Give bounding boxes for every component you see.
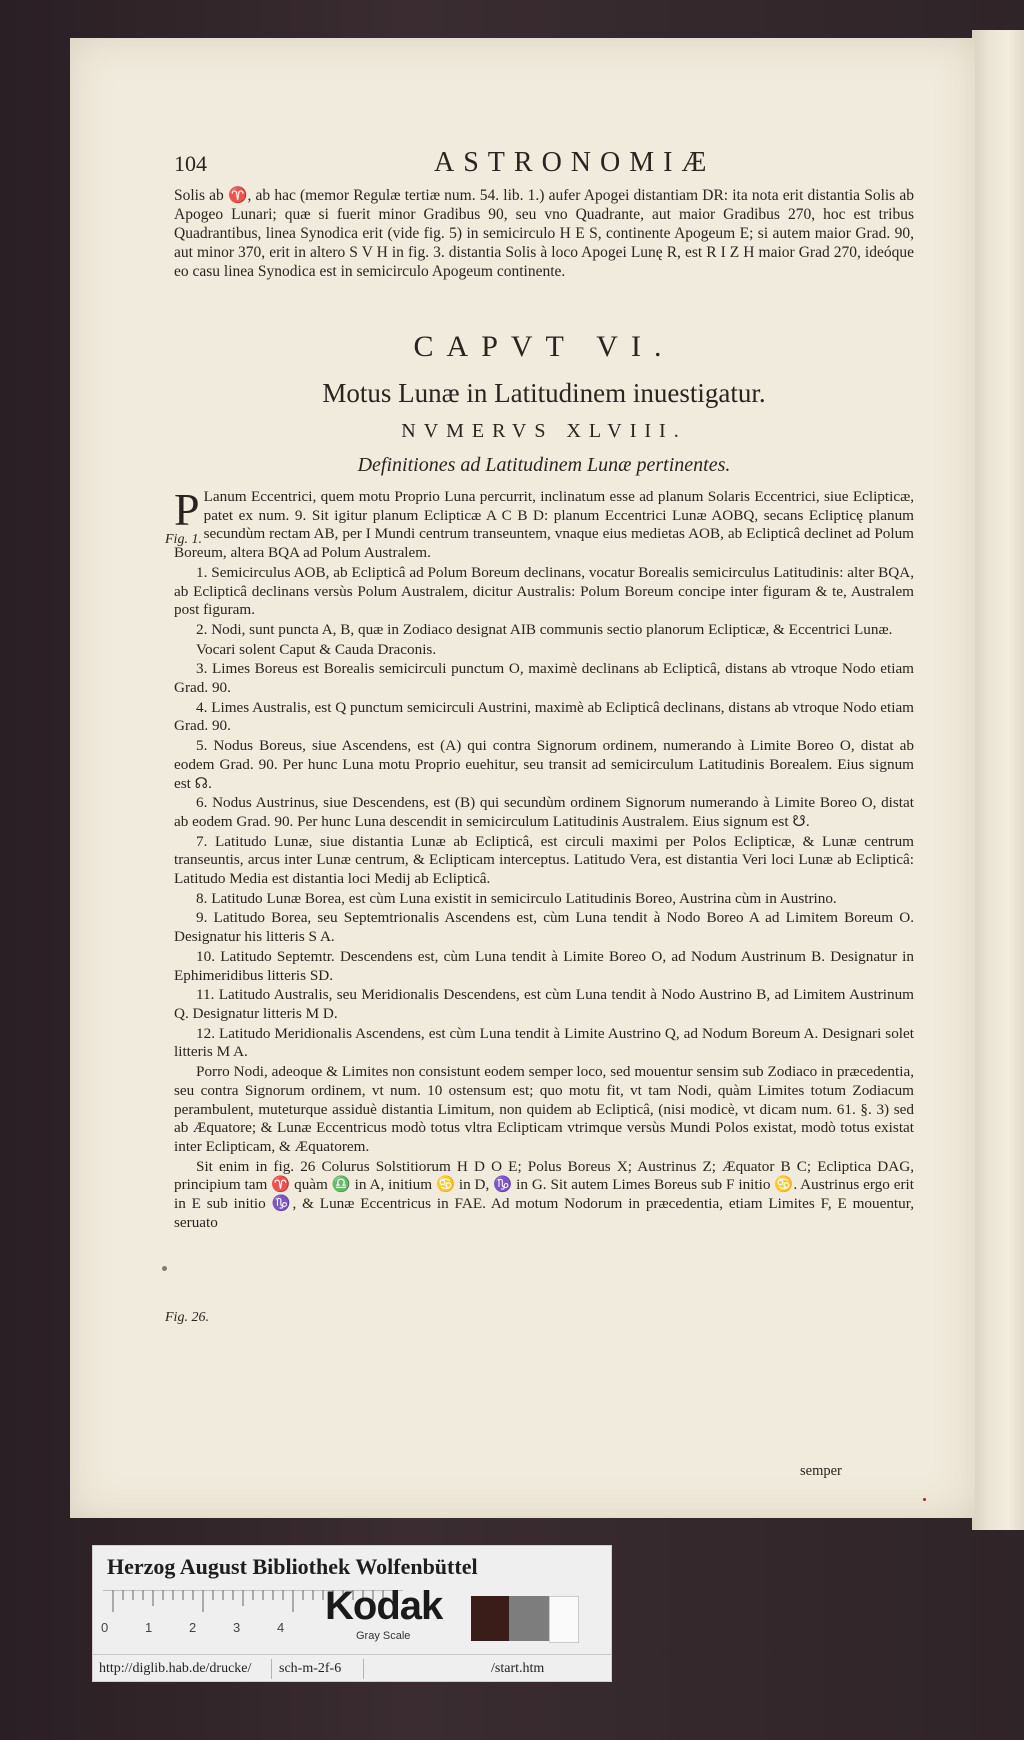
definition-7: 7. Latitudo Lunæ, siue distantia Lunæ ab Eclipticâ, est circuli maximi per Polos Eclipticæ, & Lunæ centrum transeuntis, arcus inter Lunæ centrum, & Eclipticam interceptus. Latitudo Vera, est distantia Veri loci Lunæ ab Eclipticâ: Latitudo Media est distantia loci Medij ab Eclipticâ. — [174, 832, 914, 888]
running-title: ASTRONOMIÆ — [434, 147, 716, 178]
sub-heading: Definitiones ad Latitudinem Lunæ pertinentes. — [357, 454, 731, 476]
swatch-white — [549, 1596, 579, 1643]
swatch-dark — [471, 1596, 509, 1641]
definition-5: 5. Nodus Boreus, siue Ascendens, est (A) qui contra Signorum ordinem, numerando à Limite Boreo O, distat ab eodem Grad. 90. Per hunc Luna motu Proprio euehitur, seu transit ad semicirculum Latitudinis Borealem. Eius signum est ☊. — [174, 737, 914, 792]
ruler-number-1: 1 — [145, 1620, 153, 1635]
color-reference-card — [92, 1545, 612, 1682]
url-separator — [363, 1659, 364, 1679]
ruler-number-3: 3 — [233, 1620, 241, 1635]
definition-11: 11. Latitudo Australis, seu Meridionalis Descendens, est cùm Luna tendit à Nodo Austrino B, ad Limitem Austrinum Q. Designatur litteris M D. — [174, 986, 914, 1022]
first-paragraph-text: Lanum Eccentrici, quem motu Proprio Luna percurrit, inclinatum esse ad planum Solaris Eccentrici, siue Eclipticæ, patet ex num. 9. Sit igitur planum Eclipticæ A C B D: planum Eccentrici Lunæ AOBQ, secans Eclipticę planum secundùm rectam AB, per I Mundi centrum transeuntem, vnaque eius medietas AOB, ab Eclipticâ declinet ad Polum Boreum, altera BQA ad Polum Australem. — [174, 488, 914, 562]
url-separator — [271, 1659, 272, 1679]
ruler-number-4: 4 — [277, 1620, 285, 1635]
red-ink-speck — [923, 1498, 926, 1501]
url-row — [93, 1654, 611, 1681]
url-page: /start.htm — [491, 1661, 545, 1676]
margin-note-fig-1: Fig. 1. — [165, 532, 202, 547]
chapter-title: CAPVT VI. — [413, 330, 675, 363]
definition-6: 6. Nodus Austrinus, siue Descendens, est (B) qui secundùm ordinem Signorum numerando à Limite Boreo O, distat ab eodem Grad. 90. Per hunc Luna descendit in semicirculum Latitudinis Australem. Eius signum est ☋. — [174, 794, 914, 830]
page-number: 104 — [174, 151, 207, 176]
definition-10: 10. Latitudo Septemtr. Descendens est, cùm Luna tendit à Limite Boreo O, ad Nodum Austrinum B. Designatur in Ephimeridibus litteris SD. — [174, 947, 914, 984]
number-heading: NVMERVS XLVIII. — [401, 420, 687, 442]
sit-enim-paragraph: Sit enim in fig. 26 Colurus Solstitiorum H D O E; Polus Boreus X; Austrinus Z; Æquator B C; Ecliptica DAG, principium tam ♈ quàm ♎ in A, initium ♋ in D, ♑ in G. Sit autem Limes Boreus sub F initio ♋. Austrinus ergo erit in E sub initio ♑, & Lunæ Eccentricus in FAE. Ad motum Nodorum in præcedentia, etiam Limites F, E mouentur, seruato — [174, 1157, 914, 1231]
section-heading: Motus Lunæ in Latitudinem inuestigatur. — [322, 378, 766, 408]
definition-9: 9. Latitudo Borea, seu Septemtrionalis Ascendens est, cùm Luna tendit à Nodo Boreo A ad Limitem Boreum O. Designatur his litteris S A. — [174, 909, 914, 946]
definition-1: 1. Semicirculus AOB, ab Eclipticâ ad Polum Boreum declinans, vocatur Borealis semicirculus Latitudinis: alter BQA, ab Eclipticâ declinans versùs Polum Australem, dicitur Australis: Polum Boreum concipe inter figuram & te, Australem post figuram. — [174, 563, 914, 619]
body-text — [174, 484, 914, 1233]
margin-note-fig-26: Fig. 26. — [165, 1310, 209, 1325]
definition-2: 2. Nodi, sunt puncta A, B, quæ in Zodiaco designat AIB communis sectio planorum Eclipticæ, & Eccentrici Lunæ. — [196, 620, 893, 638]
next-page-edge — [972, 30, 1024, 1530]
definition-8: 8. Latitudo Lunæ Borea, est cùm Luna existit in semicirculo Latitudinis Boreo, Austrina cùm in Austrino. — [196, 889, 837, 907]
definition-12: 12. Latitudo Meridionalis Ascendens, est cùm Luna tendit à Limite Austrino Q, ad Nodum Boreum A. Designari solet litteris M A. — [174, 1024, 914, 1061]
swatch-gray — [509, 1596, 549, 1641]
definition-4: 4. Limes Australis, est Q punctum semicirculi Austrini, maximè ab Eclipticâ declinans, distans ab vtroque Nodo etiam Grad. 90. — [174, 698, 914, 735]
page-header — [174, 147, 914, 181]
margin-dot-mark — [162, 1266, 167, 1271]
library-name: Herzog August Bibliothek Wolfenbüttel — [107, 1554, 478, 1579]
first-paragraph — [174, 484, 914, 563]
porro-paragraph: Porro Nodi, adeoque & Limites non consistunt eodem semper loco, sed mouentur sensim sub Zodiaco in præcedentia, seu contra Signorum ordinem, vt num. 10 ostensum est; quo motu fit, vt tam Nodi, quàm Limites totum Zodiacum perambulent, muteturque assiduè distantia Limitum, non quidem ab Eclipticâ, (nisi modicè, vt dicam num. 61. §. 3) sed ab Æquatore; & Lunæ Eccentricus modò totus vltra Eclipticam vtrimque versùs Mundi Polos existat, modò totus existat inter Eclipticam, & Æquatorem. — [174, 1063, 914, 1155]
url-shelfmark: sch-m-2f-6 — [279, 1661, 342, 1676]
intro-paragraph: Solis ab ♈, ab hac (memor Regulæ tertiæ num. 54. lib. 1.) aufer Apogei distantiam DR: ita nota erit distantia Solis ab Apogeo Lunari; quæ si fuerit minor Gradibus 90, seu vno Quadrante, aut maior Gradibus 270, hoc est tribus Quadrantibus, linea Synodica erit (vide fig. 5) in semicirculo H E S, continente Apogeum E; si autem maior Grad. 90, aut minor 370, erit in altero S V H in fig. 3. distantia Solis à loco Apogei Lunę R, est R I Z H maior Grad 270, ideóque eo casu linea Synodica est in semicirculo Apogeum continente. — [174, 187, 914, 280]
definition-2-note: Vocari solent Caput & Cauda Draconis. — [196, 640, 437, 658]
kodak-logo: Kodak — [325, 1584, 443, 1628]
dropcap-letter: P — [174, 484, 200, 535]
definition-3: 3. Limes Boreus est Borealis semicirculi punctum O, maximè declinans ab Eclipticâ, distans ab vtroque Nodo etiam Grad. 90. — [174, 660, 914, 697]
ruler-number-2: 2 — [189, 1620, 197, 1635]
catchword: semper — [800, 1463, 842, 1479]
gray-scale-label: Gray Scale — [356, 1630, 411, 1642]
ruler-number-0: 0 — [101, 1620, 109, 1635]
url-base: http://diglib.hab.de/drucke/ — [99, 1661, 252, 1676]
